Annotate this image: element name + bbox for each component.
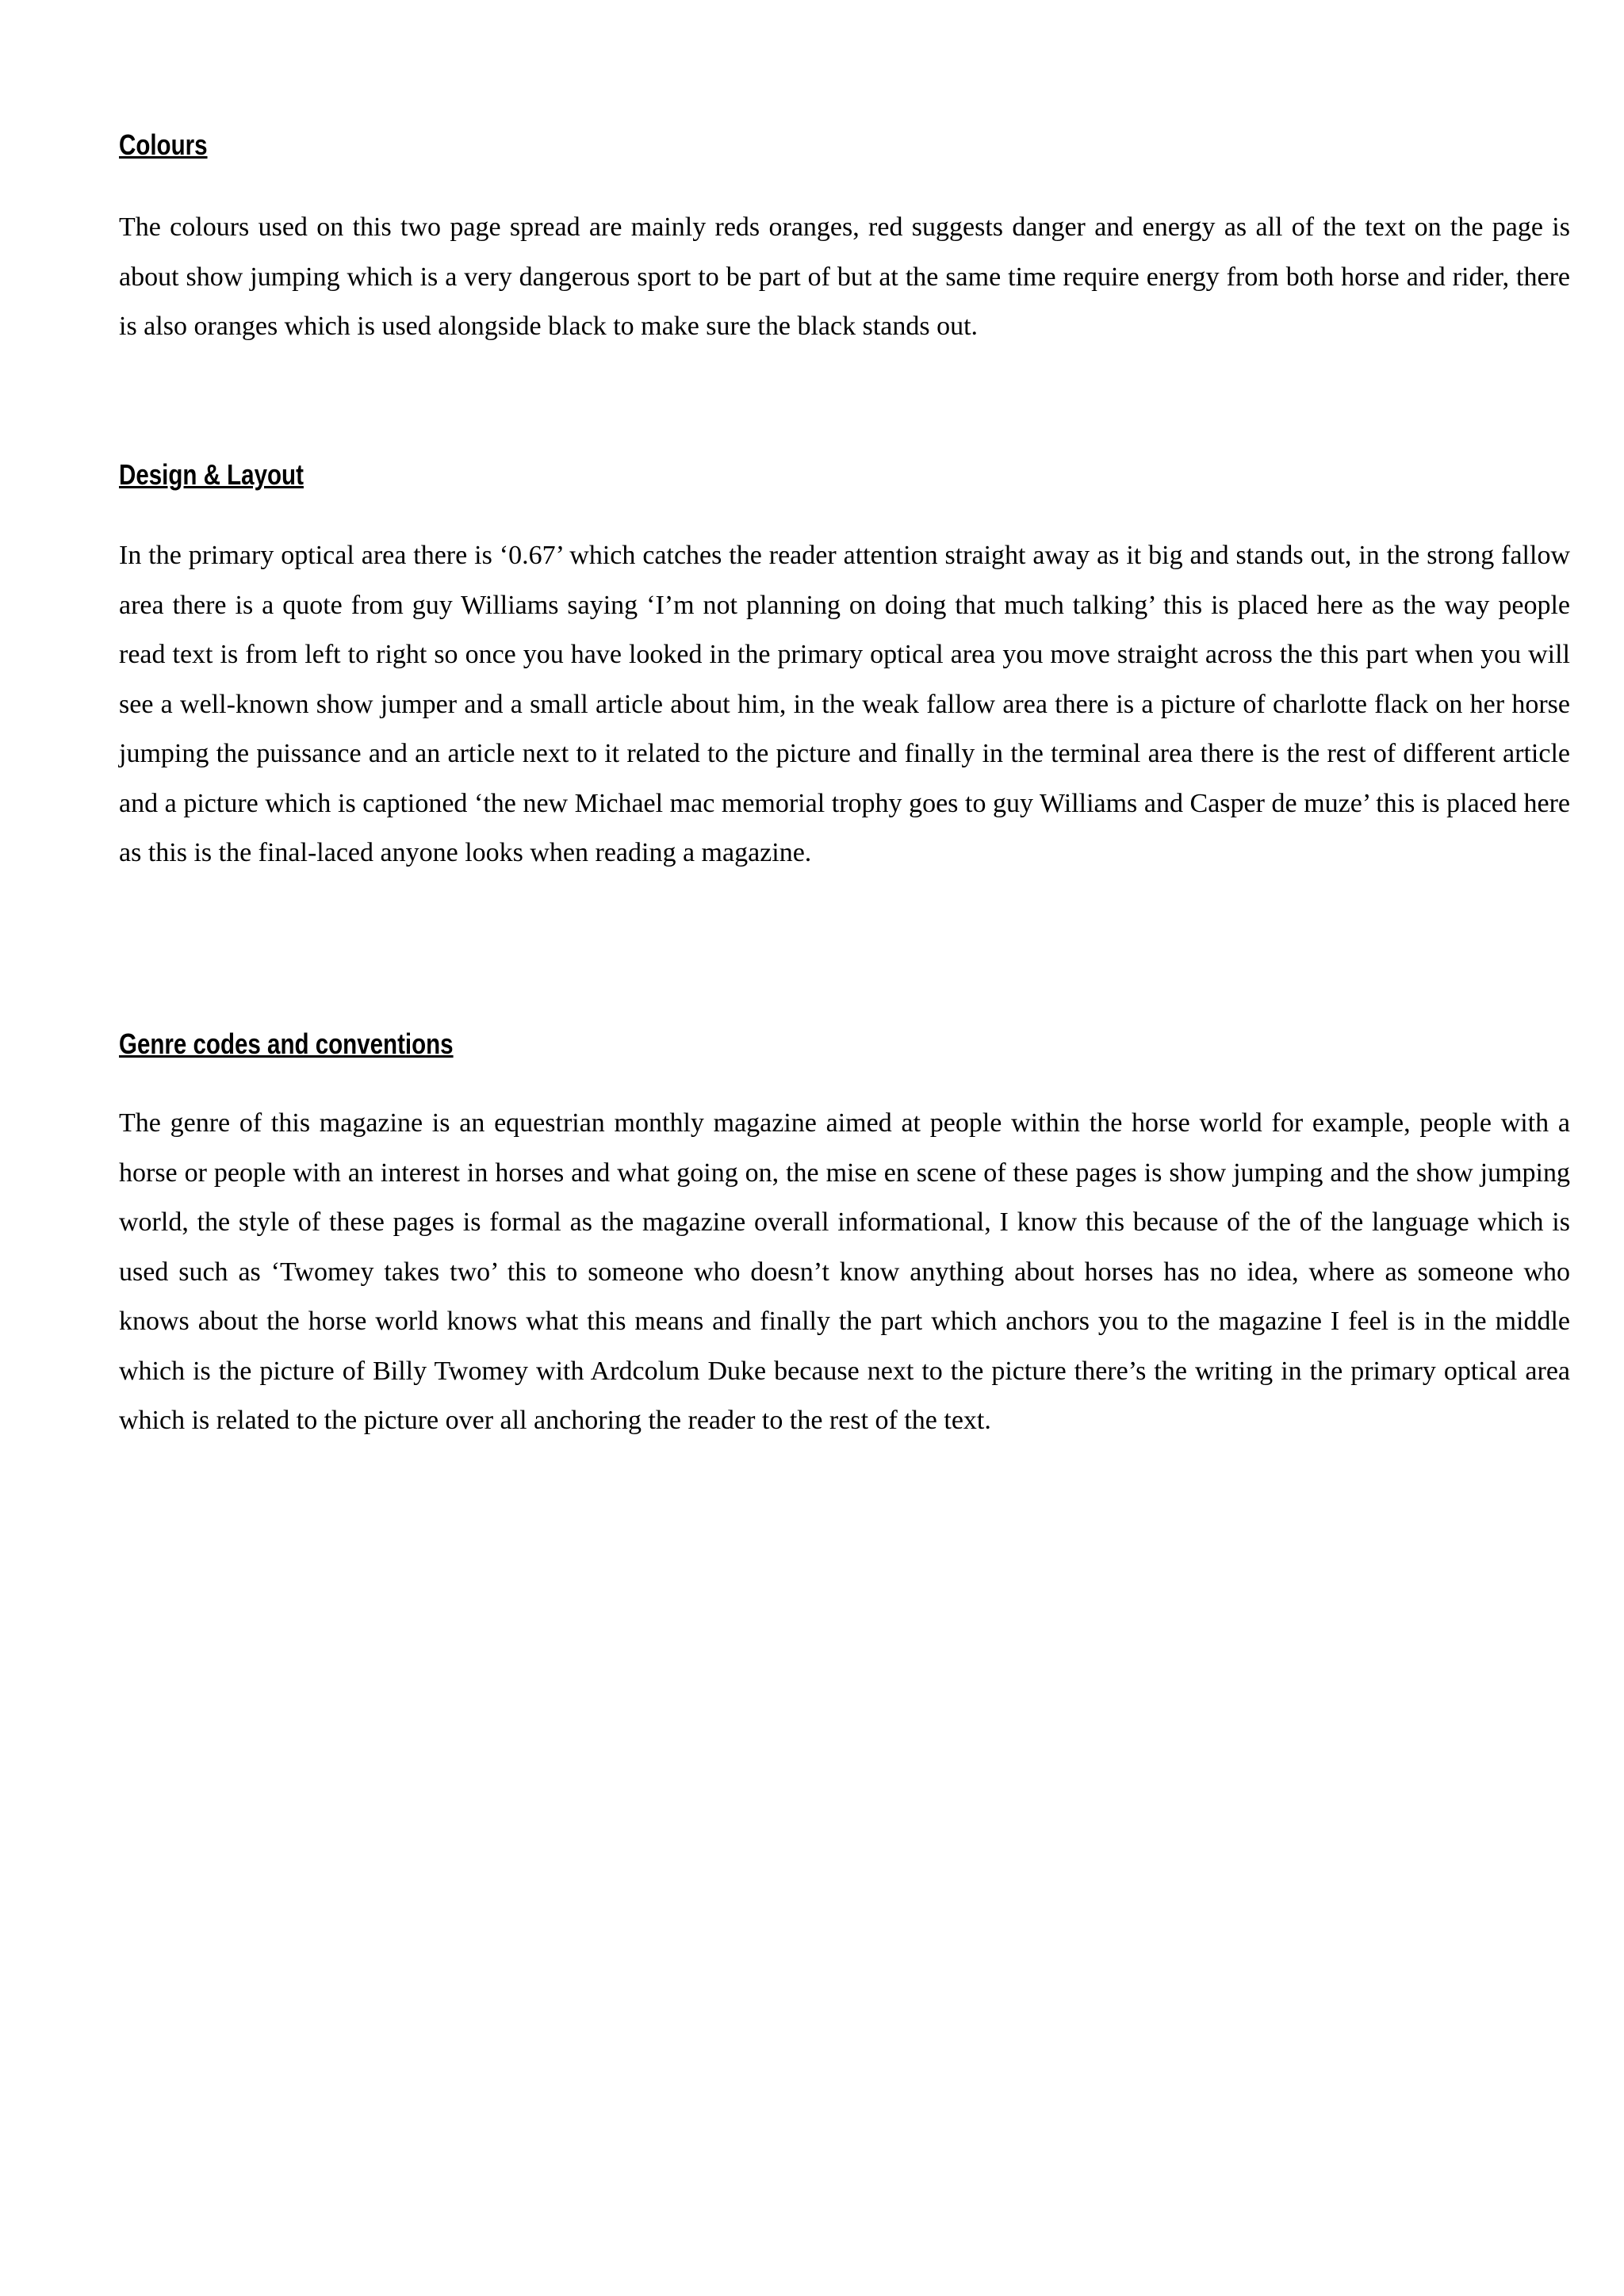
section-heading-colours: Colours xyxy=(119,128,208,161)
section-heading-design-layout: Design & Layout xyxy=(119,458,304,491)
section-body-design-layout: In the primary optical area there is ‘0.67’ which catches the reader attention straight away as it big and stands out, in the strong fallow area there is a quote from guy Williams saying ‘I’m not planning on doing that much talking’ this is placed here as the way people read text is from left to right so once you have looked in the primary optical area you move straight across the this part when you will see a well-known show jumper and a small article about him, in the weak fallow area there is a picture of charlotte flack on her horse jumping the puissance and an article next to it related to the picture and finally in the terminal area there is the rest of different article and a picture which is captioned ‘the new Michael mac memorial trophy goes to guy Williams and Casper de muze’ this is placed here as this is the final-laced anyone looks when reading a magazine. xyxy=(119,541,1570,867)
section-heading-genre-codes: Genre codes and conventions xyxy=(119,1027,454,1060)
section-body-colours: The colours used on this two page spread are mainly reds oranges, red suggests danger and energy as all of the text on the page is about show jumping which is a very dangerous sport to be part of but at the same time require energy from both horse and rider, there is also oranges which is used alongside black to make sure the black stands out. xyxy=(119,212,1570,341)
section-body-genre-codes: The genre of this magazine is an equestrian monthly magazine aimed at people within the horse world for example, people with a horse or people with an interest in horses and what going on, the mise en scene of these pages is show jumping and the show jumping world, the style of these pages is formal as the magazine overall informational, I know this because of the of the language which is used such as ‘Twomey takes two’ this to someone who doesn’t know anything about horses has no idea, where as someone who knows about the horse world knows what this means and finally the part which anchors you to the magazine I feel is in the middle which is the picture of Billy Twomey with Ardcolum Duke because next to the picture there’s the writing in the primary optical area which is related to the picture over all anchoring the reader to the rest of the text. xyxy=(119,1108,1570,1435)
